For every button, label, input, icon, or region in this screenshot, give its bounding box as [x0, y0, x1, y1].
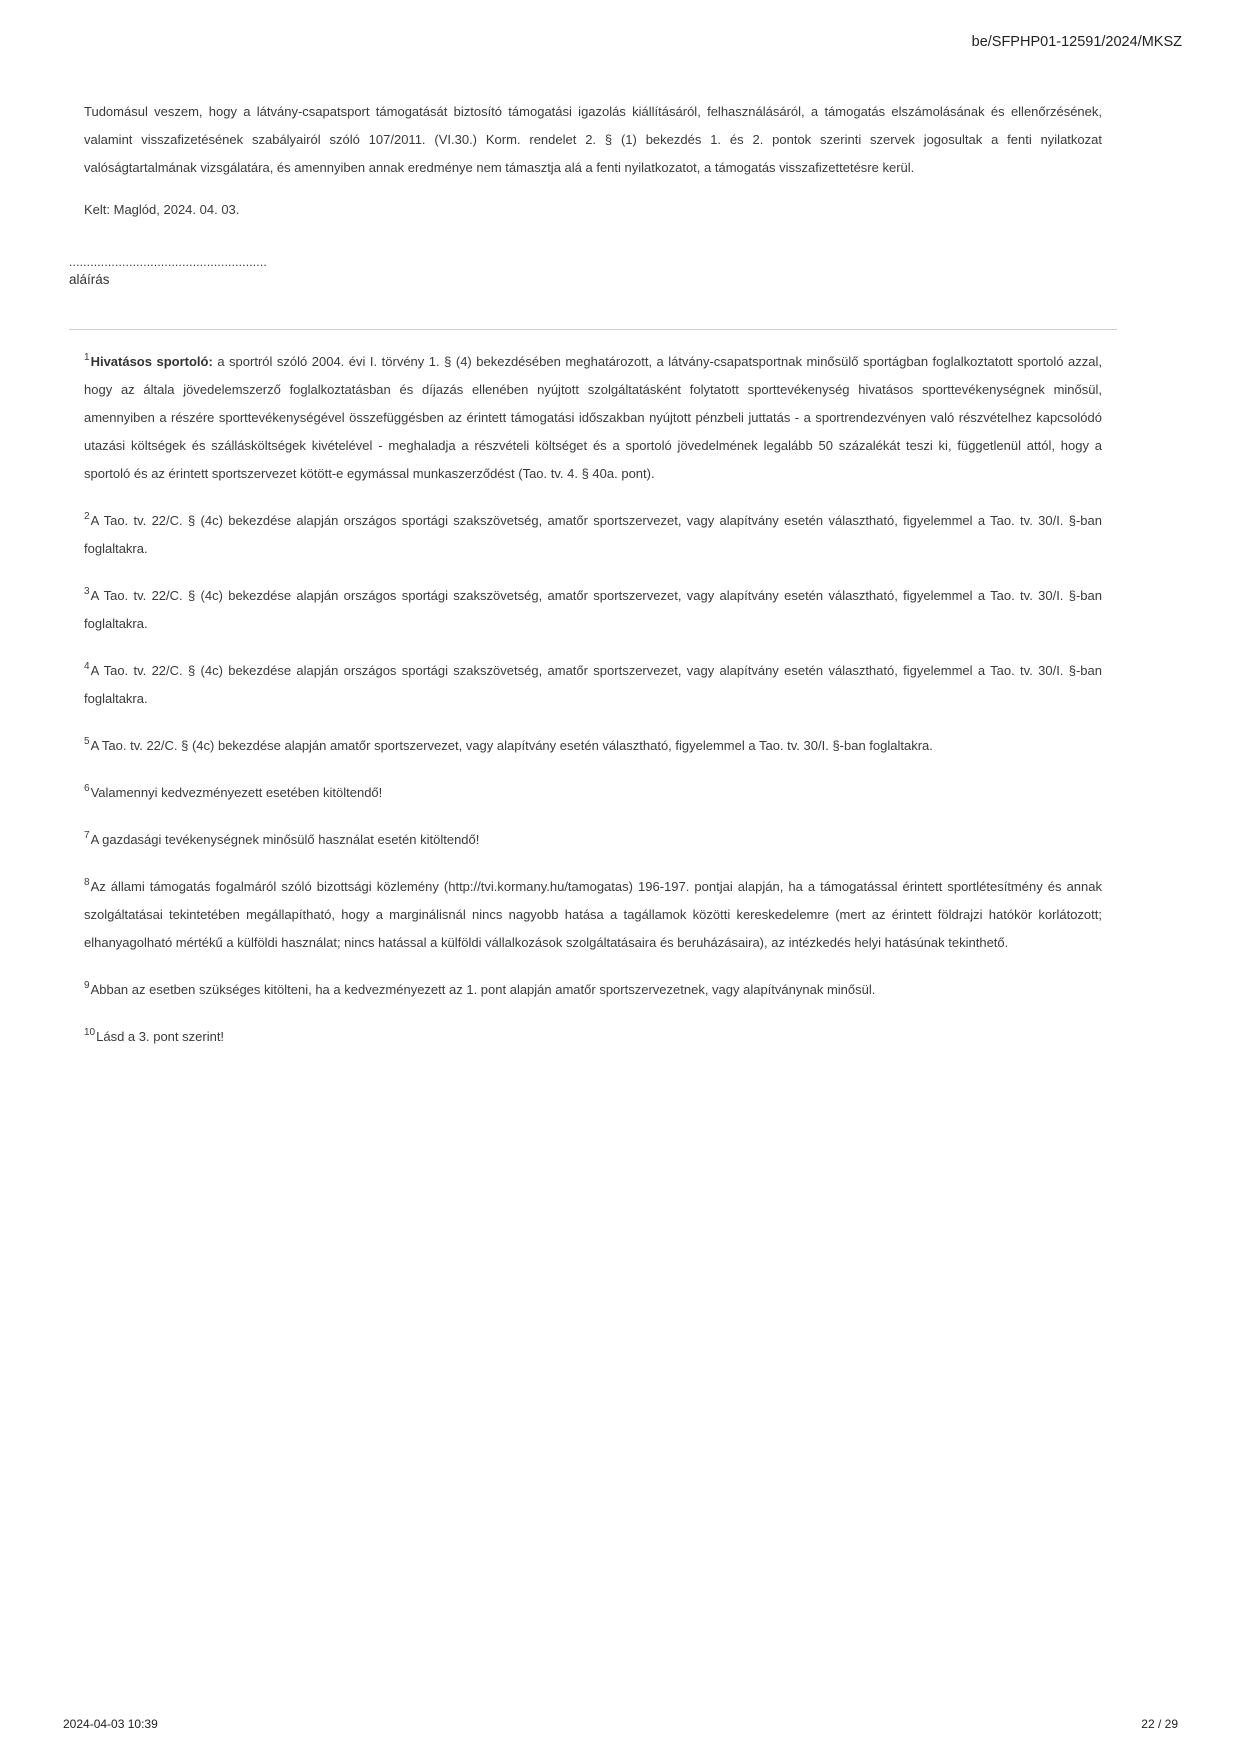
footnote-text: A Tao. tv. 22/C. § (4c) bekezdése alapján országos sportági szakszövetség, amatőr sportszervezet, vagy alapítvány esetén választható, figyelemmel a Tao. tv. 30/I. §-ban foglaltakra.: [84, 663, 1102, 706]
footnote-text: Az állami támogatás fogalmáról szóló bizottsági közlemény (http://tvi.kormany.hu/tamogatas) 196-197. pontjai alapján, ha a támogatással érintett sportlétesítmény és annak szolgáltatásai tekintetében megállapítható, hogy a marginálisnál nincs nagyobb hatása a tagállamok közötti kereskedelemre (mert az érintett földrajzi hatókör korlátozott; elhanyagolható mértékű a külföldi használat; nincs hatással a külföldi vállalkozások szolgáltatásaira és beruházásaira), az intézkedés helyi hatásúnak tekinthető.: [84, 879, 1102, 950]
footnote-text: A Tao. tv. 22/C. § (4c) bekezdése alapján országos sportági szakszövetség, amatőr sportszervezet, vagy alapítvány esetén választható, figyelemmel a Tao. tv. 30/I. §-ban foglaltakra.: [84, 588, 1102, 631]
footnote-text: A Tao. tv. 22/C. § (4c) bekezdése alapján amatőr sportszervezet, vagy alapítvány esetén választható, figyelemmel a Tao. tv. 30/I. §-ban foglaltakra.: [90, 738, 933, 753]
date-place-line: Kelt: Maglód, 2024. 04. 03.: [84, 202, 240, 217]
footnotes-section: [84, 348, 1102, 1070]
declaration-paragraph: Tudomásul veszem, hogy a látvány-csapatsport támogatását biztosító támogatási igazolás kiállításáról, felhasználásáról, a támogatás elszámolásának és ellenőrzésének, valamint visszafizetésének szabályairól szóló 107/2011. (VI.30.) Korm. rendelet 2. § (1) bekezdés 1. és 2. pontok szerinti szervek jogosultak a fenti nyilatkozat valóságtartalmának vizsgálatára, és amennyiben annak eredménye nem támasztja alá a fenti nyilatkozatot, a támogatás visszafizettetésre kerül.: [84, 104, 1102, 175]
footnote-number: 1: [84, 352, 90, 363]
footnote-text: a sportról szóló 2004. évi I. törvény 1. § (4) bekezdésében meghatározott, a látvány-csapatsportnak minősülő sportágban foglalkoztatott sportoló azzal, hogy az általa jövedelemszerző foglalkoztatásban és díjazás ellenében nyújtott szolgáltatásként folytatott sporttevékenység hivatásos sporttevékenységnek minősül, amennyiben a részére sporttevékenységével összefüggésben az érintett támogatási időszakban nyújtott pénzbeli juttatás - a sportrendezvényen való részvételhez kapcsolódó utazási költségek és szállásköltségek kivételével - meghaladja a részvételi költséget és a sportoló jövedelmének legalább 50 százalékát teszi ki, függetlenül attól, hogy a sportoló és az érintett sportszervezet kötött-e egymással munkaszerződést (Tao. tv. 4. § 40a. pont).: [84, 354, 1102, 481]
footnote-9: [84, 976, 1102, 1004]
footnote-10: [84, 1023, 1102, 1051]
footnote-number: 5: [84, 736, 90, 747]
document-id: be/SFPHP01-12591/2024/MKSZ: [971, 34, 1182, 50]
footnote-1: [84, 348, 1102, 488]
signature-label: aláírás: [69, 272, 110, 287]
footnote-text: Lásd a 3. pont szerint!: [96, 1029, 225, 1044]
footnote-number: 6: [84, 783, 90, 794]
footnote-number: 2: [84, 511, 90, 522]
footnote-3: [84, 582, 1102, 638]
signature-line: ........................................................: [69, 255, 267, 269]
footnote-text: Valamennyi kedvezményezett esetében kitöltendő!: [90, 785, 383, 800]
footnote-7: [84, 826, 1102, 854]
footnote-text: Abban az esetben szükséges kitölteni, ha a kedvezményezett az 1. pont alapján amatőr sportszervezetnek, vagy alapítványnak minősül.: [90, 982, 876, 997]
footnote-5: [84, 732, 1102, 760]
footnote-8: [84, 873, 1102, 957]
footnote-term: Hivatásos sportoló:: [90, 354, 213, 369]
footnote-number: 4: [84, 661, 90, 672]
footnote-number: 9: [84, 980, 90, 991]
footnote-text: A Tao. tv. 22/C. § (4c) bekezdése alapján országos sportági szakszövetség, amatőr sportszervezet, vagy alapítvány esetén választható, figyelemmel a Tao. tv. 30/I. §-ban foglaltakra.: [84, 513, 1102, 556]
footnote-2: [84, 507, 1102, 563]
footnote-number: 7: [84, 830, 90, 841]
footnote-divider: [69, 329, 1117, 330]
footer-timestamp: 2024-04-03 10:39: [63, 1717, 158, 1731]
footnote-number: 3: [84, 586, 90, 597]
footnote-6: [84, 779, 1102, 807]
footnote-number: 8: [84, 877, 90, 888]
footnote-4: [84, 657, 1102, 713]
footnote-text: A gazdasági tevékenységnek minősülő használat esetén kitöltendő!: [90, 832, 480, 847]
footnote-number: 10: [84, 1027, 96, 1038]
footer-page-number: 22 / 29: [1141, 1717, 1178, 1731]
